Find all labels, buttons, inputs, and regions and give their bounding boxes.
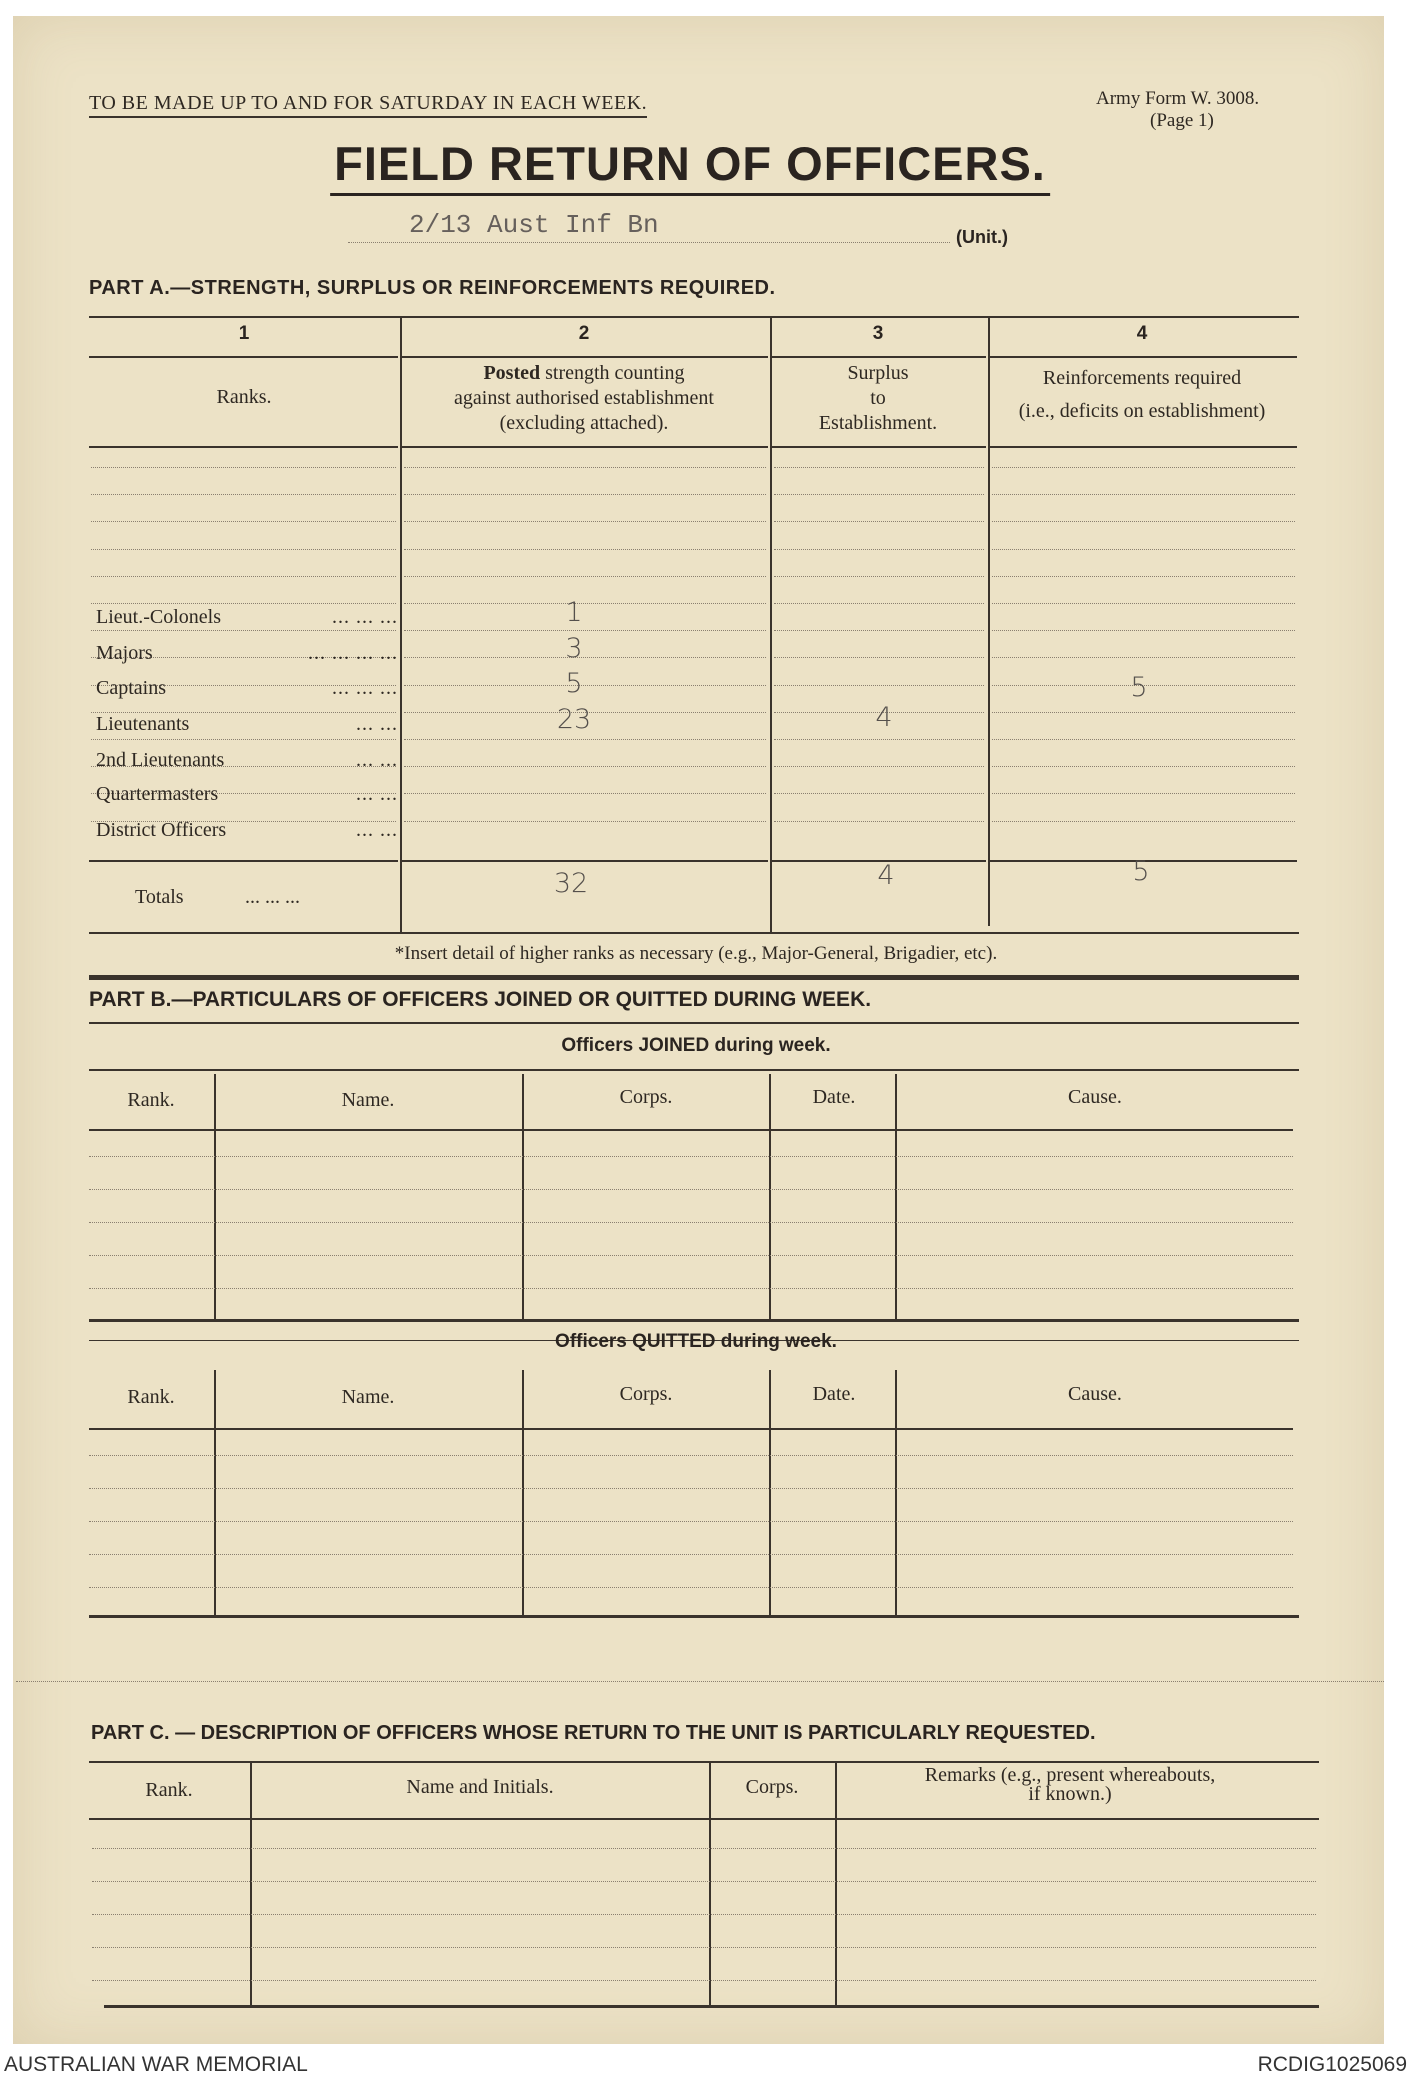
joined-col-header: Date. xyxy=(812,1086,856,1108)
joined-col-header: Rank. xyxy=(127,1089,175,1111)
rank-leader: ... ... ... ... xyxy=(308,642,398,664)
reinforcements-value: 5 xyxy=(1130,672,1148,703)
rank-label: Lieut.-Colonels xyxy=(96,606,221,628)
part-b-heading: PART B.—PARTICULARS OF OFFICERS JOINED OR QUITTED DURING WEEK. xyxy=(89,988,872,1011)
c-col-rank: Rank. xyxy=(145,1779,193,1801)
joined-col-header: Cause. xyxy=(1068,1086,1122,1108)
page-number: (Page 1) xyxy=(1150,110,1214,131)
unit-label: (Unit.) xyxy=(956,227,1008,247)
col3-header-line1: Surplus xyxy=(847,362,909,384)
rank-label: Captains xyxy=(96,677,166,699)
quitted-col-header: Name. xyxy=(341,1386,395,1408)
col-number-3: 3 xyxy=(872,323,884,344)
quitted-col-header: Corps. xyxy=(619,1383,673,1405)
page-title: FIELD RETURN OF OFFICERS. xyxy=(330,136,1050,196)
col3-header-line2: to xyxy=(870,387,886,409)
posted-value: 3 xyxy=(565,633,583,664)
col1-header: Ranks. xyxy=(216,386,272,408)
total-surplus: 4 xyxy=(877,860,895,891)
rank-label: 2nd Lieutenants xyxy=(96,749,225,771)
footer-right: RCDIG1025069 xyxy=(1257,2053,1407,2076)
quitted-title: Officers QUITTED during week. xyxy=(555,1331,837,1352)
c-col-remarks-line2: if known.) xyxy=(1028,1783,1112,1805)
unit-value: 2/13 Aust Inf Bn xyxy=(409,210,659,240)
rank-label: Quartermasters xyxy=(96,783,219,805)
footnote: *Insert detail of higher ranks as necessary (e.g., Major-General, Brigadier, etc). xyxy=(394,943,998,964)
col2-header-line1 xyxy=(483,362,684,385)
posted-value: 23 xyxy=(556,704,592,735)
quitted-col-header: Cause. xyxy=(1068,1383,1122,1405)
joined-col-header: Corps. xyxy=(619,1086,673,1108)
col2-header-bold: Posted xyxy=(483,362,541,384)
col4-header-line2: (i.e., deficits on establishment) xyxy=(1018,400,1266,422)
c-col-corps: Corps. xyxy=(745,1776,799,1798)
col-number-2: 2 xyxy=(578,323,590,344)
instruction-text: TO BE MADE UP TO AND FOR SATURDAY IN EACH WEEK. xyxy=(89,92,647,118)
rank-leader: ... ... xyxy=(356,783,398,805)
total-posted: 32 xyxy=(553,868,589,899)
rank-label: Majors xyxy=(96,642,153,664)
joined-col-header: Name. xyxy=(341,1089,395,1111)
totals-leader: ... ... ... xyxy=(245,886,300,908)
rank-leader: ... ... ... xyxy=(332,677,398,699)
quitted-col-header: Rank. xyxy=(127,1386,175,1408)
quitted-col-header: Date. xyxy=(812,1383,856,1405)
col2-header-text: strength counting xyxy=(545,362,685,384)
part-c-heading: PART C. — DESCRIPTION OF OFFICERS WHOSE RETURN TO THE UNIT IS PARTICULARLY REQUESTED. xyxy=(91,1722,1096,1744)
rank-leader: ... ... xyxy=(356,749,398,771)
col2-header-line2: against authorised establishment xyxy=(454,387,714,409)
totals-label: Totals xyxy=(135,886,184,908)
c-col-remarks-line1: Remarks (e.g., present whereabouts, xyxy=(924,1764,1216,1786)
rank-leader: ... ... ... xyxy=(332,606,398,628)
col4-header-line1: Reinforcements required xyxy=(1042,367,1242,389)
posted-value: 5 xyxy=(565,668,583,699)
col3-header-line3: Establishment. xyxy=(818,412,938,434)
posted-value: 1 xyxy=(565,597,583,628)
joined-title: Officers JOINED during week. xyxy=(561,1035,831,1056)
footer-left: AUSTRALIAN WAR MEMORIAL xyxy=(4,2053,308,2076)
col-number-1: 1 xyxy=(238,323,250,344)
archive-footer xyxy=(0,2045,1413,2082)
surplus-value: 4 xyxy=(875,702,893,733)
form-number: Army Form W. 3008. xyxy=(1096,88,1260,109)
total-reinforcements: 5 xyxy=(1132,856,1150,887)
col-number-4: 4 xyxy=(1136,323,1148,344)
rank-label: Lieutenants xyxy=(96,713,190,735)
rank-leader: ... ... xyxy=(356,713,398,735)
rank-leader: ... ... xyxy=(356,819,398,841)
c-col-name: Name and Initials. xyxy=(406,1776,554,1798)
rank-label: District Officers xyxy=(96,819,227,841)
col2-header-line3: (excluding attached). xyxy=(499,412,669,434)
part-a-heading: PART A.—STRENGTH, SURPLUS OR REINFORCEMENTS REQUIRED. xyxy=(89,277,776,299)
